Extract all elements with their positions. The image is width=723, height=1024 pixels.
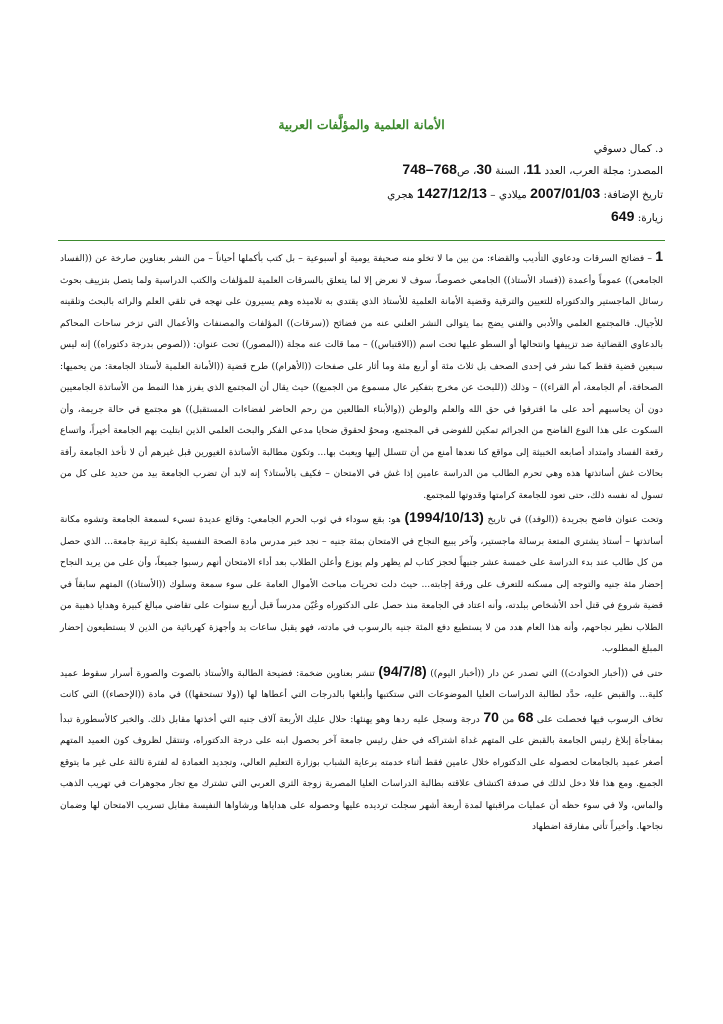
header-divider (58, 240, 665, 241)
hijri-date: 1427/12/13 (416, 185, 487, 201)
author-line (60, 138, 663, 160)
date-line: تاريخ الإضافة: 2007/01/03 ميلادي – 1427/12/13 هجري (387, 185, 663, 201)
paragraph-2: وتحت عنوان فاضح بجريدة ((الوفد)) في تاريخ (1994/10/13) هو: بقع سوداء في ثوب الحرم الجامعي: وقائع عديدة تسيء لسمعة الجامعة وتشوه مكانة أساتذتها – أستاذ يشتري المتعة برسالة ماجستير، وآخر يبيع النجاح في الامتحان بمئة جنيه – نجد خبر مدرس مادة الصحة النفسية بكلية تربية جامعة... الذي حصل من كل طالب عند بدء الدراسة على خمسة عشر جنيهاً لحجز كتاب لم يظهر ولم يوزع وأعلن الطلاب بعد أداء الامتحان أنهم رسبوا جميعاً، وأن على من يريد النجاح إحضار مئة جنيه والتوجه إلى مسكنه للتعرف على ورقة إجابته... حيث دلت تحريات مباحث الأموال العامة على سوء سمعة وسلوك ((الأستاذ)) المتهم سابقاً في قضية شروع في قتل أحد الأشخاص ببلدته، وأنه اعتاد في الجامعة منذ حصل على الدكتوراه وعُيّن مدرساً قبل أربع سنوات على تقاضي مبالغ كبيرة وهدايا ذهبية من الطلاب نظير نجاحهم، وأنه هذا العام هدد من لا يستطيع دفع المئة جنيه بالرسوب في مادته، فهو يقبل ساعات يد وأجهزة كهربائية من الذين لا يستطيعون إحضار المبلغ المطلوب. (60, 509, 663, 654)
article-title: الأمانة العلمية والمؤلَّفات العربية (278, 117, 445, 132)
paragraph-3: حتى في ((أخبار الحوادث)) التي تصدر عن دار ((أخبار اليوم)) (94/7/8) تنشر بعناوين ضخمة: فضيحة الطالبة والأستاذ بالصوت والصورة أسرار سقوط عميد كلية... والقبض عليه، حدَّد لطالبة الدراسات العليا الموضوعات التي ستكتبها وأبلغها بالدرجات التي أعطاها لها ((ولا تستحقها)) في مادة ((الإحصاء)) التي كانت تخاف الرسوب فيها فحصلت على 68 من 70 درجة وسجل عليه ردها وهو يهنئها: حلال عليك الأربعة آلاف جنيه التي أخذتها مقابل ذلك. والخبر كالأسطورة تبدأ بمفاجأة إبلاغ رئيس الجامعة بالقبض على المتهم غداة اشتراكه في حفل رئيس جامعة آخر بحصول ابنه على درجة الدكتوراه، وتنتقل لظروف كون العميد المتهم أصغر عميد بالجامعات لحصوله على الدكتوراه خلال عامين فقط أثناء خدمته برعاية الشباب بوزارة التعليم العالي، وتجديد العمادة له لفترة ثالثة على غير ما يتوقع الجميع. ومع هذا فلا دخل لذلك في صدفة اكتشاف علاقته بطالبة الدراسات العليا المصرية زوجة الثري العربي التي تشترك مع تجار مجوهرات في تهريب الذهب والماس، ولا في سوء حظه أن عمليات مراقبتها لمدة أربعة أشهر سجلت ترديده عليها وحصوله على هداياها ورشاواها النفيسة مقابل تسريب الامتحان لها وضمان نجاحها. وأخيراً تأتي مفارقة اضطهاد (60, 662, 664, 832)
date-highlight: (1994/10/13) (404, 509, 484, 525)
score-total: 70 (483, 708, 499, 725)
paragraph-1: 1 – فضائح السرقات ودعاوي التأديب والقضاء: من بين ما لا تخلو منه صحيفة يومية أو أسبوعية – بل كتب بأكملها أحياناً – من النشر بعناوين صارخة عن ((الفساد الجامعي)) عموماً وأعمدة ((فساد الأستاذ)) الجامعي خصوصاً، سوف لا نعرض إلا لما يتعلق بالسرقات العلمية للمؤلفات والكتب الدراسية ولما يتصل بتزييف بحوث رسائل الماجستير والدكتوراه للتعيين والترقية وقضية الأمانة العلمية للأستاذ الذي يقتدي به تلاميذه وهم يسيرون على نهجه في تلقي العلم والرائه بالبحث وتلقينه للأجيال. فالمجتمع العلمي والأدبي والفني يضج بما يتوالى النشر العلني عنه من فضائح ((سرقات)) المؤلفات والمصنفات والأعمال التي تزخر ساحات المحاكم بالدعاوي القضائية ضد تزييفها وانتحالها أو السطو عليها تحت اسم ((الاقتباس)) – مما قالت عنه مجلة ((المصور)) تحت عنوان: ((لصوص بدرجة دكتوراه)) إنه ليس سبعين قضية فقط كما نشر في إحدى الصحف بل ثلاث مئة أو أربع مئة وما أثار على صفحات ((الأهرام)) طرح قضية ((الأمانة العلمية لأستاذ الجامعة: من يحميها: الصحافة، أم الجامعة، أم القراء)) – وذلك ((للبحث عن مخرج بتفكير عال مسموع من الجميع)) حيث يقال أن المجتمع الذي يفرز هذا النمط من الأساتذة الجامعيين دون أن يحاسبهم أحد على ما اقترفوا في حق الله والعلم والوطن ((والأبناء الطالعين من رحم الحاضر لفضاءات المستقبل)) هو مجتمع في حالة جريمة، وأن السكوت على هذا النوع الفاضح من الجرائم تمكين للفوضى في المجتمع، ومحوٌ لحقوق ضحايا مدعي الفكر والبحث العلمي الذين ابتليت بهم الجامعة أخيراً، واتساع رقعة الفساد وامتداد أصابعه الخبيثة إلى مواقع كنا نعدها أمنع من أن تتسلل إليها ويعبث بها... وتكون مطالبة الأساتذة الغيورين قبل غيرهم أن لا تأخذ الجامعة رأفة بحالات غش أساتذتها هذه وهي تحرم الطالب من الدراسة عامين إذا غش في الامتحان – فكيف بالأستاذ؟ إنه لابد أن تضرب الجامعة بيد من حديد على كل من تسول له نفسه ذلك، حتى تعود للجامعة كرامتها وقدوتها للمجتمع. (60, 248, 663, 501)
visits-line: زيارة: 649 (611, 208, 663, 224)
author-name: د. كمال دسوقي (593, 143, 663, 155)
score-value: 68 (517, 708, 534, 725)
date-highlight: (94/7/8) (378, 662, 427, 679)
source-line: المصدر: مجلة العرب، العدد 11، السنة 30، ص748–768 (402, 161, 663, 177)
article-body (60, 246, 663, 839)
gregorian-date: 2007/01/03 (530, 185, 601, 201)
paragraph-number: 1 (655, 248, 663, 264)
page-range: 748–768 (402, 161, 457, 177)
visits-count: 649 (611, 208, 635, 224)
year-number: 30 (476, 161, 492, 177)
issue-number: 11 (526, 161, 542, 177)
